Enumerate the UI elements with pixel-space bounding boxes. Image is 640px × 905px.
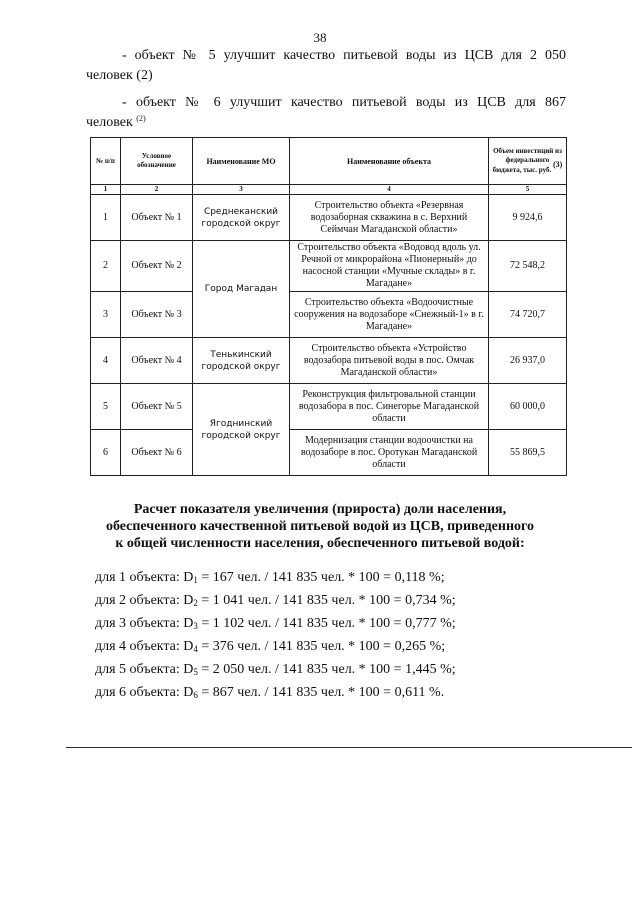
investment-table: [90, 137, 567, 476]
municipality: Ягоднинский городской округ: [193, 384, 290, 476]
column-number: 3: [193, 185, 290, 195]
table-row: [91, 430, 567, 476]
object-code: Объект № 2: [121, 241, 193, 292]
footnote-mark: (3): [553, 160, 563, 169]
investment-amount: 26 937,0: [489, 338, 567, 384]
formula-prefix: для 2 объекта: D: [95, 593, 194, 608]
object-name: Строительство объекта «Резервная водозаборная скважина в с. Верхний Сеймчан Магаданской области»: [290, 195, 489, 241]
municipality: Тенькинский городской округ: [193, 338, 290, 384]
column-header: № п/п: [91, 138, 121, 185]
column-header: [489, 138, 567, 185]
section-title-line: к общей численности населения, обеспеченного питьевой водой:: [115, 536, 525, 551]
row-number: 4: [91, 338, 121, 384]
formula-prefix: для 4 объекта: D: [95, 639, 194, 654]
formula-rest: = 376 чел. / 141 835 чел. * 100 = 0,265 %;: [197, 639, 446, 654]
section-title: [70, 501, 570, 552]
formula-prefix: для 1 объекта: D: [95, 570, 194, 585]
footnote-mark: (2): [136, 114, 146, 123]
formula-rest: = 167 чел. / 141 835 чел. * 100 = 0,118 %;: [197, 570, 445, 585]
intro-paragraph-5: [86, 46, 566, 86]
formula-index: 4: [193, 644, 198, 654]
municipality: Город Магадан: [193, 241, 290, 338]
table-header-row: [91, 138, 567, 185]
column-number: 5: [489, 185, 567, 195]
municipality: Среднеканский городской округ: [193, 195, 290, 241]
row-number: 5: [91, 384, 121, 430]
page-number: 38: [313, 30, 327, 45]
formula-rest: = 1 102 чел. / 141 835 чел. * 100 = 0,777 %;: [197, 616, 456, 631]
column-number: 4: [290, 185, 489, 195]
object-code: Объект № 6: [121, 430, 193, 476]
formula-line: [95, 589, 456, 612]
intro-line: человек: [86, 115, 133, 130]
formula-line: [95, 612, 456, 635]
investment-amount: 55 869,5: [489, 430, 567, 476]
formula-prefix: для 6 объекта: D: [95, 685, 194, 700]
formula-rest: = 2 050 чел. / 141 835 чел. * 100 = 1,445 %;: [197, 662, 456, 677]
object-code: Объект № 5: [121, 384, 193, 430]
intro-line: человек (2): [86, 68, 153, 83]
object-code: Объект № 1: [121, 195, 193, 241]
intro-line: - объект № 6 улучшит качество питьевой воды из ЦСВ для 867: [122, 95, 566, 110]
column-header: Условное обозначение: [121, 138, 193, 185]
formula-index: 1: [193, 575, 198, 585]
row-number: 3: [91, 292, 121, 338]
investment-amount: 72 548,2: [489, 241, 567, 292]
formula-prefix: для 3 объекта: D: [95, 616, 194, 631]
row-number: 2: [91, 241, 121, 292]
intro-line: - объект № 5 улучшит качество питьевой воды из ЦСВ для 2 050: [122, 48, 566, 63]
column-header: Наименование объекта: [290, 138, 489, 185]
column-header-text: Объем инвестиций из федерального бюджета, тыс. руб.: [492, 147, 562, 174]
table-row: [91, 241, 567, 292]
investment-amount: 60 000,0: [489, 384, 567, 430]
formula-list: [95, 566, 456, 704]
investment-amount: 74 720,7: [489, 292, 567, 338]
formula-line: [95, 566, 456, 589]
row-number: 1: [91, 195, 121, 241]
formula-line: [95, 681, 456, 704]
object-code: Объект № 4: [121, 338, 193, 384]
object-code: Объект № 3: [121, 292, 193, 338]
table-row: [91, 338, 567, 384]
object-name: Строительство объекта «Водовод вдоль ул. Речной от микрорайона «Пионерный» до насосной станции «Мучные склады» в г. Магадане»: [290, 241, 489, 292]
formula-rest: = 867 чел. / 141 835 чел. * 100 = 0,611 %.: [197, 685, 445, 700]
formula-index: 5: [193, 667, 198, 677]
formula-prefix: для 5 объекта: D: [95, 662, 194, 677]
section-title-line: обеспеченного качественной питьевой водой из ЦСВ, приведенного: [105, 519, 535, 534]
table-row: [91, 292, 567, 338]
column-number: 1: [91, 185, 121, 195]
column-number-row: [91, 185, 567, 195]
object-name: Реконструкция фильтровальной станции водозабора в пос. Синегорье Магаданской области: [290, 384, 489, 430]
object-name: Строительство объекта «Водоочистные сооружения на водозаборе «Снежный-1» в г. Магадане»: [290, 292, 489, 338]
formula-index: 6: [193, 690, 198, 700]
table-row: [91, 195, 567, 241]
investment-amount: 9 924,6: [489, 195, 567, 241]
object-name: Строительство объекта «Устройство водозабора питьевой воды в пос. Омчак Магаданской области»: [290, 338, 489, 384]
column-header: Наименование МО: [193, 138, 290, 185]
formula-line: [95, 635, 456, 658]
row-number: 6: [91, 430, 121, 476]
column-number: 2: [121, 185, 193, 195]
object-name: Модернизация станции водоочистки на водозаборе в пос. Оротукан Магаданской области: [290, 430, 489, 476]
formula-index: 3: [193, 621, 198, 631]
bottom-divider: [66, 747, 632, 748]
formula-rest: = 1 041 чел. / 141 835 чел. * 100 = 0,734 %;: [197, 593, 456, 608]
formula-line: [95, 658, 456, 681]
section-title-line: Расчет показателя увеличения (прироста) доли населения,: [133, 502, 507, 517]
formula-index: 2: [193, 598, 198, 608]
table-row: [91, 384, 567, 430]
intro-paragraph-6: [86, 93, 566, 133]
